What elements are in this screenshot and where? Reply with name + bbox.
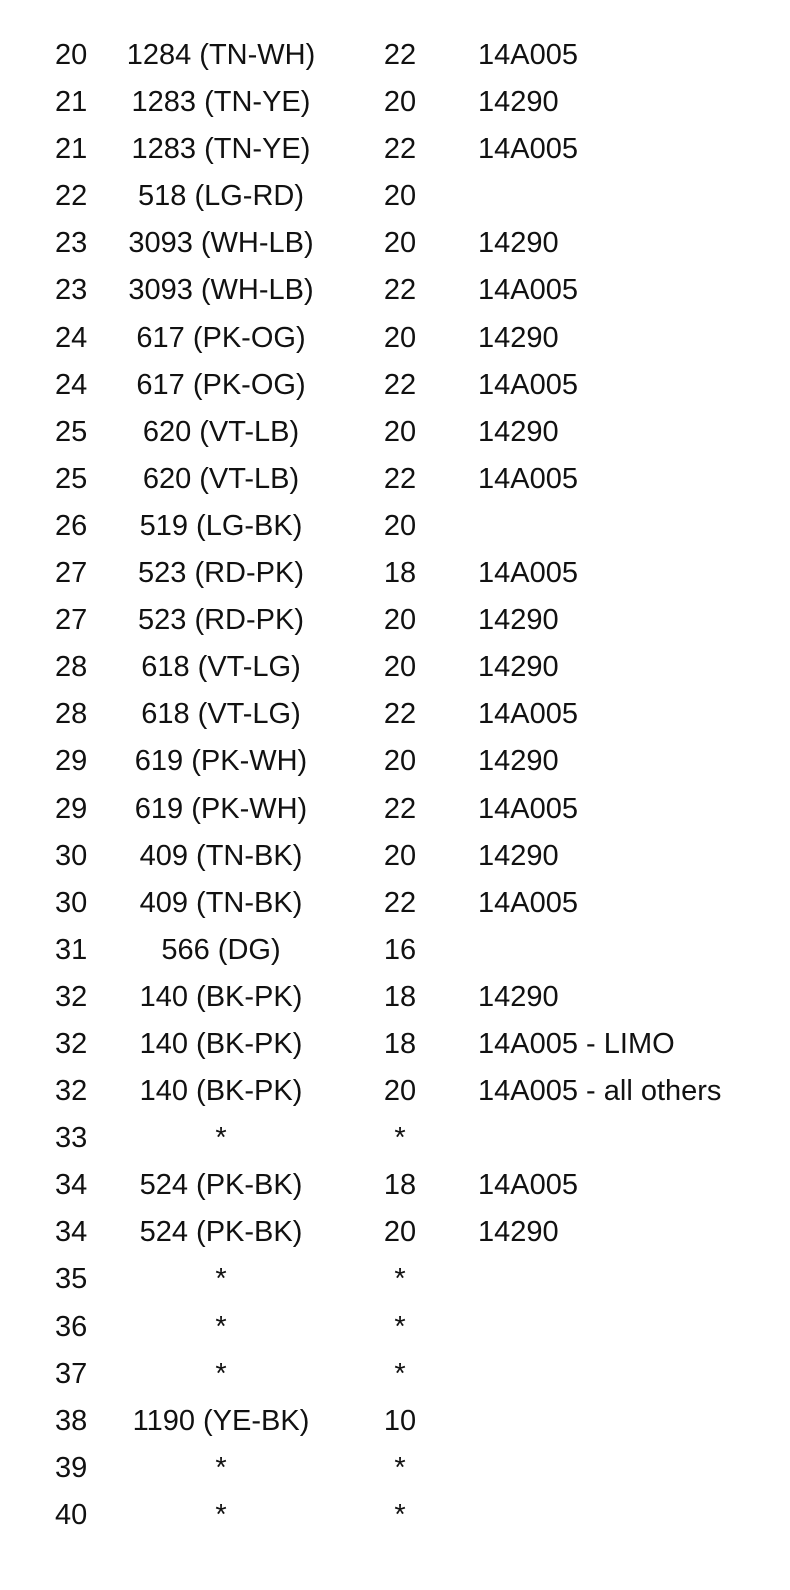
connector-id-cell: 14290 [478, 651, 559, 684]
pin-number-cell: 37 [55, 1357, 88, 1390]
pin-number-cell: 23 [55, 274, 88, 307]
wire-gauge-cell: 22 [383, 274, 417, 307]
circuit-id-cell: * [215, 1451, 227, 1484]
table-row [0, 644, 790, 691]
wire-gauge-cell: 20 [383, 651, 417, 684]
table-row [0, 79, 790, 126]
wire-gauge-cell: 18 [383, 980, 417, 1013]
circuit-id-cell: 1190 (YE-BK) [132, 1404, 310, 1437]
pin-number-cell: 32 [55, 980, 88, 1013]
wiring-table [0, 32, 790, 1539]
pin-number-cell: 20 [55, 39, 88, 71]
circuit-id-cell: 619 (PK-WH) [134, 745, 308, 778]
table-row [0, 126, 790, 173]
wire-gauge-cell: 20 [383, 509, 417, 542]
connector-id-cell: 14290 [478, 604, 559, 637]
connector-id-cell: 14A005 [478, 1169, 578, 1202]
pin-number-cell: 25 [55, 462, 88, 495]
table-row [0, 738, 790, 785]
circuit-id-cell: 1283 (TN-YE) [131, 86, 311, 119]
connector-id-cell: 14A005 [478, 886, 578, 919]
circuit-id-cell: 619 (PK-WH) [134, 792, 308, 825]
connector-id-cell: 14290 [478, 321, 559, 354]
table-row [0, 1209, 790, 1256]
table-row [0, 786, 790, 833]
wire-gauge-cell: 20 [383, 86, 417, 119]
connector-id-cell: 14290 [478, 745, 559, 778]
circuit-id-cell: * [215, 1498, 227, 1531]
circuit-id-cell: 523 (RD-PK) [138, 557, 304, 590]
pin-number-cell: 27 [55, 604, 88, 637]
circuit-id-cell: 617 (PK-OG) [136, 368, 306, 401]
connector-id-cell: 14A005 [478, 557, 578, 590]
connector-id-cell: 14290 [478, 415, 559, 448]
pin-number-cell: 24 [55, 368, 88, 401]
table-row [0, 1256, 790, 1303]
pin-number-cell: 29 [55, 792, 88, 825]
pin-number-cell: 34 [55, 1216, 88, 1249]
table-row [0, 1162, 790, 1209]
circuit-id-cell: 1283 (TN-YE) [131, 133, 311, 166]
circuit-id-cell: 566 (DG) [161, 933, 281, 966]
table-row [0, 220, 790, 267]
pin-number-cell: 31 [55, 933, 88, 966]
wire-gauge-cell: 20 [383, 839, 417, 872]
wire-gauge-cell: 22 [383, 698, 417, 731]
circuit-id-cell: 519 (LG-BK) [139, 509, 303, 542]
connector-id-cell: 14A005 [478, 792, 578, 825]
wire-gauge-cell: * [394, 1310, 406, 1343]
pin-number-cell: 35 [55, 1263, 88, 1296]
pin-number-cell: 30 [55, 886, 88, 919]
pin-number-cell: 22 [55, 180, 88, 213]
table-row [0, 1398, 790, 1445]
pin-number-cell: 21 [55, 86, 88, 119]
circuit-id-cell: 620 (VT-LB) [142, 415, 300, 448]
connector-id-cell: 14A005 [478, 698, 578, 731]
circuit-id-cell: * [215, 1263, 227, 1296]
connector-id-cell: 14A005 - LIMO [478, 1027, 675, 1060]
circuit-id-cell: 618 (VT-LG) [141, 698, 301, 731]
pin-number-cell: 24 [55, 321, 88, 354]
table-row [0, 880, 790, 927]
circuit-id-cell: 3093 (WH-LB) [128, 227, 314, 260]
pin-number-cell: 38 [55, 1404, 88, 1437]
connector-id-cell: 14A005 [478, 274, 578, 307]
connector-id-cell: 14A005 [478, 133, 578, 166]
pin-number-cell: 40 [55, 1498, 88, 1531]
table-row [0, 362, 790, 409]
circuit-id-cell: 620 (VT-LB) [142, 462, 300, 495]
wire-gauge-cell: 20 [383, 1075, 417, 1108]
table-row [0, 267, 790, 314]
wire-gauge-cell: * [394, 1263, 406, 1296]
circuit-id-cell: 140 (BK-PK) [139, 1027, 303, 1060]
circuit-id-cell: * [215, 1122, 227, 1155]
circuit-id-cell: * [215, 1357, 227, 1390]
pin-number-cell: 25 [55, 415, 88, 448]
table-row [0, 32, 790, 79]
wire-gauge-cell: 20 [383, 227, 417, 260]
wire-gauge-cell: 20 [383, 321, 417, 354]
table-row [0, 409, 790, 456]
wire-gauge-cell: * [394, 1122, 406, 1155]
table-row [0, 1492, 790, 1539]
wire-gauge-cell: * [394, 1451, 406, 1484]
connector-id-cell: 14290 [478, 86, 559, 119]
wire-gauge-cell: 10 [383, 1404, 417, 1437]
wire-gauge-cell: * [394, 1357, 406, 1390]
pin-number-cell: 23 [55, 227, 88, 260]
wire-gauge-cell: 20 [383, 1216, 417, 1249]
circuit-id-cell: 140 (BK-PK) [139, 980, 303, 1013]
table-row [0, 315, 790, 362]
pin-number-cell: 29 [55, 745, 88, 778]
wire-gauge-cell: 22 [383, 133, 417, 166]
circuit-id-cell: 518 (LG-RD) [138, 180, 304, 213]
wire-gauge-cell: 22 [383, 462, 417, 495]
wire-gauge-cell: 18 [383, 1169, 417, 1202]
wire-gauge-cell: 22 [383, 368, 417, 401]
connector-id-cell: 14290 [478, 227, 559, 260]
pin-number-cell: 28 [55, 698, 88, 731]
connector-id-cell: 14290 [478, 980, 559, 1013]
wire-gauge-cell: 18 [383, 557, 417, 590]
circuit-id-cell: 524 (PK-BK) [139, 1216, 303, 1249]
connector-id-cell: 14290 [478, 1216, 559, 1249]
wire-gauge-cell: 22 [383, 792, 417, 825]
table-row [0, 1021, 790, 1068]
pin-number-cell: 34 [55, 1169, 88, 1202]
connector-id-cell: 14A005 [478, 39, 578, 71]
table-row [0, 597, 790, 644]
table-row [0, 1115, 790, 1162]
wire-gauge-cell: 22 [383, 39, 417, 71]
circuit-id-cell: 523 (RD-PK) [138, 604, 304, 637]
circuit-id-cell: 409 (TN-BK) [139, 839, 303, 872]
table-row [0, 550, 790, 597]
table-row [0, 173, 790, 220]
table-row [0, 1351, 790, 1398]
pin-number-cell: 33 [55, 1122, 88, 1155]
table-row [0, 691, 790, 738]
table-row [0, 833, 790, 880]
wire-gauge-cell: 20 [383, 745, 417, 778]
pin-number-cell: 32 [55, 1075, 88, 1108]
pin-number-cell: 26 [55, 509, 88, 542]
pin-number-cell: 27 [55, 557, 88, 590]
circuit-id-cell: 409 (TN-BK) [139, 886, 303, 919]
circuit-id-cell: 524 (PK-BK) [139, 1169, 303, 1202]
pin-number-cell: 36 [55, 1310, 88, 1343]
wire-gauge-cell: 18 [383, 1027, 417, 1060]
wire-gauge-cell: 16 [383, 933, 417, 966]
wire-gauge-cell: * [394, 1498, 406, 1531]
circuit-id-cell: 1284 (TN-WH) [126, 39, 316, 71]
table-row [0, 1304, 790, 1351]
table-row [0, 974, 790, 1021]
circuit-id-cell: 617 (PK-OG) [136, 321, 306, 354]
connector-id-cell: 14A005 - all others [478, 1075, 722, 1108]
pin-number-cell: 28 [55, 651, 88, 684]
table-row [0, 1068, 790, 1115]
pin-number-cell: 32 [55, 1027, 88, 1060]
pin-number-cell: 30 [55, 839, 88, 872]
circuit-id-cell: 618 (VT-LG) [141, 651, 301, 684]
table-row [0, 927, 790, 974]
connector-id-cell: 14290 [478, 839, 559, 872]
table-row [0, 503, 790, 550]
circuit-id-cell: 140 (BK-PK) [139, 1075, 303, 1108]
wire-gauge-cell: 22 [383, 886, 417, 919]
circuit-id-cell: * [215, 1310, 227, 1343]
wire-gauge-cell: 20 [383, 604, 417, 637]
connector-id-cell: 14A005 [478, 368, 578, 401]
pin-number-cell: 39 [55, 1451, 88, 1484]
wire-gauge-cell: 20 [383, 180, 417, 213]
connector-id-cell: 14A005 [478, 462, 578, 495]
pin-number-cell: 21 [55, 133, 88, 166]
wire-gauge-cell: 20 [383, 415, 417, 448]
table-row [0, 1445, 790, 1492]
table-row [0, 456, 790, 503]
circuit-id-cell: 3093 (WH-LB) [128, 274, 314, 307]
